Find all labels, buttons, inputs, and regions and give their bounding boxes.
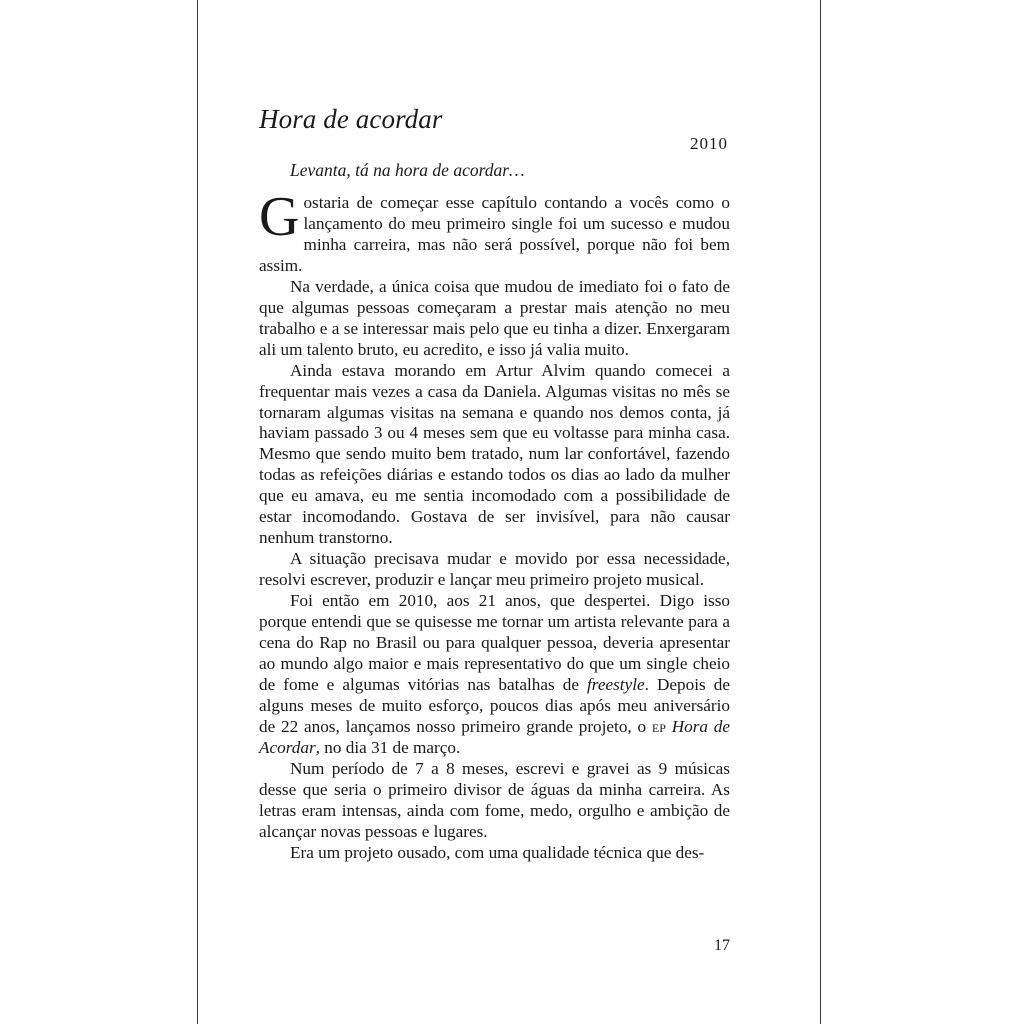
- page-number: 17: [714, 937, 730, 954]
- paragraph: Ainda estava morando em Artur Alvim quando comecei a frequentar mais vezes a casa da Daniela. Algumas visitas no mês se tornaram algumas visitas na semana e quando nos demos conta, já haviam passado 3 ou 4 meses sem que eu voltasse para minha casa. Mesmo que sendo muito bem tratado, num lar confortável, fazendo todas as refeições diárias e estando todos os dias ao lado da mulher que eu amava, eu me sentia incomodado com a possibilidade de estar incomodando. Gostava de ser invisível, para não causar nenhum transtorno.: [259, 360, 730, 548]
- paragraph: [259, 186, 730, 277]
- paragraph: Num período de 7 a 8 meses, escrevi e gravei as 9 músicas desse que seria o primeiro divisor de águas da minha carreira. As letras eram intensas, ainda com fome, medo, orgulho e ambição de alcançar novas pessoas e lugares.: [259, 758, 730, 841]
- body-text: [259, 186, 731, 864]
- chapter-title: Hora de acordar: [259, 104, 443, 134]
- paragraph-text: Foi então em 2010, aos 21 anos, que despertei. Digo isso porque entendi que se quisesse me tornar um artista relevante para a cena do Rap no Brasil ou para qualquer pessoa, deveria apresentar ao mundo algo maior e mais representativo do que um single cheio de fome e algumas vitórias nas batalhas de: [259, 591, 730, 694]
- epigraph: Levanta, tá na hora de acordar…: [290, 160, 525, 180]
- paragraph-text: ostaria de começar esse capítulo contando a vocês como o lançamento do meu primeiro single foi um sucesso e mudou minha carreira, mas não será possível, porque não foi bem assim.: [259, 193, 730, 275]
- book-page: [197, 0, 821, 1024]
- paragraph-text: . Depois de alguns meses de muito esforço, poucos dias após meu aniversário de 22 anos, lançamos nosso primeiro grande projeto, o: [259, 674, 730, 736]
- album-title: Hora de Acordar: [259, 716, 731, 757]
- italic-term: freestyle: [587, 674, 645, 694]
- paragraph: A situação precisava mudar e movido por essa necessidade, resolvi escrever, produzir e lançar meu primeiro projeto musical.: [259, 549, 730, 590]
- drop-cap: G: [259, 186, 300, 248]
- chapter-year: 2010: [690, 134, 728, 153]
- paragraph: [259, 591, 730, 759]
- paragraph: Era um projeto ousado, com uma qualidade técnica que des-: [290, 842, 705, 862]
- paragraph-text: , no dia 31 de março.: [315, 737, 461, 757]
- small-caps-term: ep: [651, 716, 666, 736]
- paragraph: Na verdade, a única coisa que mudou de imediato foi o fato de que algumas pessoas começaram a prestar mais atenção no meu trabalho e a se interessar mais pelo que eu tinha a dizer. Enxergaram ali um talento bruto, eu acredito, e isso já valia muito.: [259, 276, 730, 359]
